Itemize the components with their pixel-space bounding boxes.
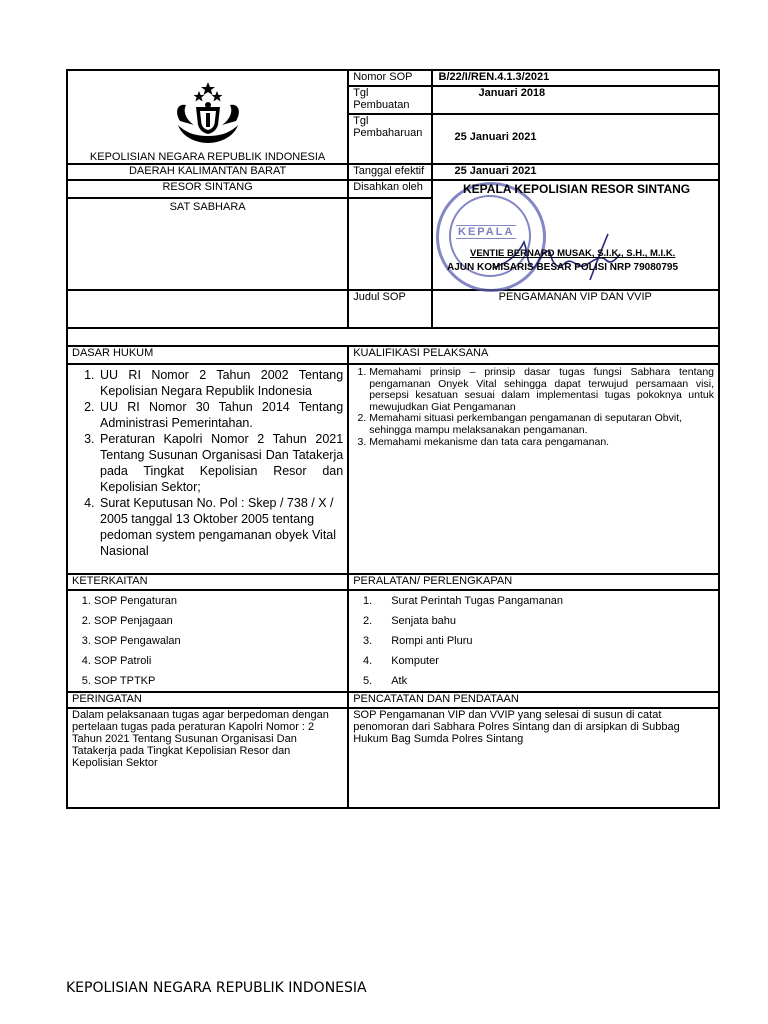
dasar-hukum-title: DASAR HUKUM xyxy=(67,346,348,364)
list-item: 5. SOP TPTKP xyxy=(94,671,343,691)
keterkaitan-list-cell xyxy=(67,590,348,692)
list-item: 2. Memahami situasi perkembangan pengamanan di seputaran Obvit, sehingga mampu melaksanakan pengamanan. xyxy=(369,413,714,436)
keterkaitan-title: KETERKAITAN xyxy=(67,574,348,590)
org-name-line1: KEPOLISIAN NEGARA REPUBLIK INDONESIA xyxy=(89,151,326,163)
sop-table xyxy=(66,69,720,809)
stamp-word: KEPALA xyxy=(458,226,515,238)
judul-sop-value: PENGAMANAN VIP DAN VVIP xyxy=(432,290,719,328)
list-item: 4. Komputer xyxy=(375,651,714,671)
keterkaitan-list xyxy=(72,591,343,691)
pencatatan-title: PENCATATAN DAN PENDATAAN xyxy=(348,692,719,708)
list-item: 2. UU RI Nomor 30 Tahun 2014 Tentang Administrasi Pemerintahan. xyxy=(98,399,343,431)
judul-sop-label: Judul SOP xyxy=(348,290,431,328)
dasar-hukum-list xyxy=(72,367,343,559)
list-item: 2. Senjata bahu xyxy=(375,611,714,631)
org-name-line4: SAT SABHARA xyxy=(67,198,348,290)
police-emblem-icon xyxy=(168,81,248,147)
signer-rank: AJUN KOMISARIS BESAR POLISI NRP 79080795 xyxy=(447,262,679,273)
list-item: 3. Rompi anti Pluru xyxy=(375,631,714,651)
peringatan-text: Dalam pelaksanaan tugas agar berpedoman dengan pertelaan tugas pada peraturan Kapolri Nomor : 2 Tahun 2021 Tentang Susunan Organisasi Dan Tatakerja pada Tingkat Kepolisian Resor dan Kepolisian Sektor xyxy=(67,708,348,808)
nomor-sop-label: Nomor SOP xyxy=(348,70,431,86)
logo-cell xyxy=(67,70,348,164)
dasar-hukum-list-cell xyxy=(67,364,348,574)
list-item: 1. UU RI Nomor 2 Tahun 2002 Tentang Kepolisian Negara Republik Indonesia xyxy=(98,367,343,399)
list-item: 5. Atk xyxy=(375,671,714,691)
org-name-line2: DAERAH KALIMANTAN BARAT xyxy=(67,164,348,180)
tgl-pembaharuan-value: 25 Januari 2021 xyxy=(432,114,719,164)
list-item: 1. SOP Pengaturan xyxy=(94,591,343,611)
kualifikasi-list xyxy=(353,367,714,448)
list-item: 4. Surat Keputusan No. Pol : Skep / 738 / X / 2005 tanggal 13 Oktober 2005 tentang pedoman system pengamanan obyek Vital Nasional xyxy=(98,495,343,559)
spacer-row xyxy=(67,328,719,346)
nomor-sop-value: B/22/I/REN.4.1.3/2021 xyxy=(432,70,719,86)
kualifikasi-list-cell xyxy=(348,364,719,574)
peringatan-title: PERINGATAN xyxy=(67,692,348,708)
list-item: 1. Surat Perintah Tugas Pangamanan xyxy=(375,591,714,611)
peralatan-list-cell xyxy=(348,590,719,692)
blank-label-cell xyxy=(348,198,431,290)
list-item: 3. Peraturan Kapolri Nomor 2 Tahun 2021 Tentang Susunan Organisasi Dan Tatakerja pada Tingkat Kepolisian Resor dan Kepolisian Sektor; xyxy=(98,431,343,495)
kualifikasi-title: KUALIFIKASI PELAKSANA xyxy=(348,346,719,364)
footer-org-name: KEPOLISIAN NEGARA REPUBLIK INDONESIA xyxy=(66,980,367,996)
disahkan-label: Disahkan oleh xyxy=(348,180,431,198)
list-item: 3. Memahami mekanisme dan tata cara pengamanan. xyxy=(369,437,714,449)
blank-left-cell xyxy=(67,290,348,328)
peralatan-list xyxy=(353,591,714,691)
list-item: 4. SOP Patroli xyxy=(94,651,343,671)
signer-name: VENTIE BERNARD MUSAK, S.I.K., S.H., M.I.K. xyxy=(470,248,676,259)
list-item: 1. Memahami prinsip – prinsip dasar tugas fungsi Sabhara tentang pengamanan Onyek Vital sehingga dapat terwujud persamaan visi, persepsi kesatuan sesuai dalam implementasi tugas pokoknya untuk mewujudkan Giat Pengamanan xyxy=(369,367,714,413)
tgl-pembuatan-label: Tgl Pembuatan xyxy=(348,86,431,114)
tanggal-efektif-label: Tanggal efektif xyxy=(348,164,431,180)
list-item: 3. SOP Pengawalan xyxy=(94,631,343,651)
org-name-line3: RESOR SINTANG xyxy=(67,180,348,198)
tgl-pembaharuan-label: Tgl Pembaharuan xyxy=(348,114,431,164)
pencatatan-text: SOP Pengamanan VIP dan VVIP yang selesai di susun di catat penomoran dari Sabhara Polres Sintang dan di arsipkan di Subbag Hukum Bag Sumda Polres Sintang xyxy=(348,708,719,808)
list-item: 2. SOP Penjagaan xyxy=(94,611,343,631)
tgl-pembuatan-value: Januari 2018 xyxy=(432,86,719,114)
disahkan-value: KEPALA KEPOLISIAN RESOR SINTANG xyxy=(463,182,691,196)
tanggal-efektif-value: 25 Januari 2021 xyxy=(432,164,719,180)
peralatan-title: PERALATAN/ PERLENGKAPAN xyxy=(348,574,719,590)
